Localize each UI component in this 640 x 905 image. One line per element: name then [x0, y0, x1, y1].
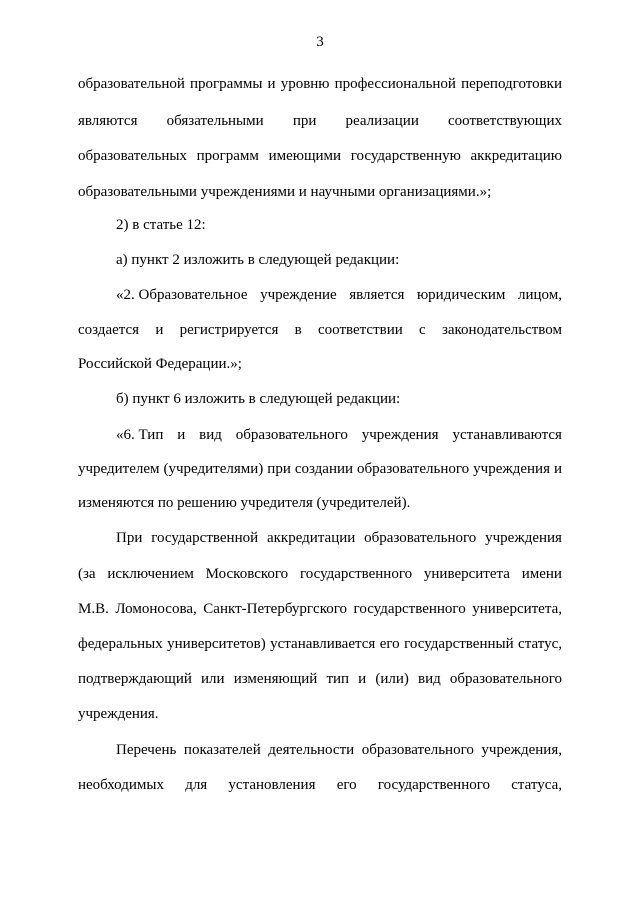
text-segment: Перечень показателей деятельности образовательного учреждения, [116, 742, 562, 758]
text-segment: образовательных программ имеющими государственную аккредитацию [78, 148, 562, 164]
text-segment: аккредитации [266, 530, 356, 546]
text-line [78, 459, 562, 479]
text-line [78, 564, 562, 584]
text-segment: юридическим [416, 287, 506, 303]
text-line [78, 775, 562, 795]
text-line [78, 320, 562, 340]
text-segment: При [116, 530, 143, 546]
text-segment: установления [228, 777, 316, 793]
text-line [78, 146, 562, 166]
text-segment: регистрируется [179, 322, 279, 338]
text-segment: обязательными [166, 113, 264, 129]
text-line [78, 74, 562, 94]
text-line [116, 215, 562, 235]
text-segment: образовательной программы и уровню профессиональной переподготовки [78, 76, 562, 92]
text-segment: учредителем (учредителями) при создании образовательного учреждения и [78, 461, 562, 477]
text-line [116, 285, 562, 305]
text-segment: лицом, [517, 287, 562, 303]
text-segment: соответствии [318, 322, 403, 338]
text-line [78, 354, 562, 374]
text-segment: законодательством [441, 322, 562, 338]
text-line [116, 425, 562, 445]
text-segment: а) пункт 2 изложить в следующей редакции: [116, 252, 400, 268]
text-segment: образовательного [235, 427, 348, 443]
text-segment: учреждение [260, 287, 337, 303]
text-segment: является [349, 287, 405, 303]
text-segment: создается [78, 322, 140, 338]
text-segment: образовательными учреждениями и научными организациями.»; [78, 184, 492, 200]
text-line [116, 389, 562, 409]
text-segment: учреждения. [78, 706, 159, 722]
text-segment: федеральных университетов) устанавливается его государственный статус, [78, 636, 562, 652]
text-segment: реализации [345, 113, 419, 129]
text-segment: его [336, 777, 357, 793]
text-line [78, 704, 562, 724]
text-segment: «6. Тип [116, 427, 164, 443]
text-segment: Российской Федерации.»; [78, 356, 242, 372]
text-segment: при [292, 113, 317, 129]
text-segment: М.В. Ломоносова, Санкт-Петербургского государственного университета, [78, 601, 562, 617]
text-line [78, 111, 562, 131]
text-segment: изменяются по решению учредителя (учредителей). [78, 495, 411, 511]
text-segment: образовательного [364, 530, 477, 546]
text-segment: с [419, 322, 426, 338]
text-line [116, 740, 562, 760]
text-segment: статуса, [511, 777, 562, 793]
text-line [78, 634, 562, 654]
text-segment: исключением [107, 566, 194, 582]
text-segment: Московского [205, 566, 289, 582]
text-segment: вид [199, 427, 222, 443]
text-segment: «2. Образовательное [116, 287, 248, 303]
text-segment: соответствующих [448, 113, 562, 129]
text-segment: государственной [151, 530, 259, 546]
text-segment: б) пункт 6 изложить в следующей редакции: [116, 391, 401, 407]
text-line [78, 669, 562, 689]
text-line [78, 493, 562, 513]
text-line [116, 250, 562, 270]
text-line [78, 182, 562, 202]
text-line [78, 599, 562, 619]
text-segment: необходимых [78, 777, 164, 793]
text-segment: учреждения [361, 427, 439, 443]
text-segment: государственного [377, 777, 490, 793]
text-segment: для [185, 777, 208, 793]
text-segment: (за [78, 566, 96, 582]
text-segment: и [177, 427, 186, 443]
text-segment: подтверждающий или изменяющий тип и (или) вид образовательного [78, 671, 562, 687]
text-segment: устанавливаются [452, 427, 562, 443]
text-segment: университета [423, 566, 510, 582]
text-segment: государственного [299, 566, 413, 582]
text-line [116, 528, 562, 548]
text-segment: являются [78, 113, 138, 129]
text-segment: учреждения [485, 530, 562, 546]
text-segment: имени [521, 566, 562, 582]
text-segment: 2) в статье 12: [116, 217, 206, 233]
text-segment: в [294, 322, 302, 338]
page-number: 3 [316, 34, 324, 50]
text-segment: и [155, 322, 164, 338]
